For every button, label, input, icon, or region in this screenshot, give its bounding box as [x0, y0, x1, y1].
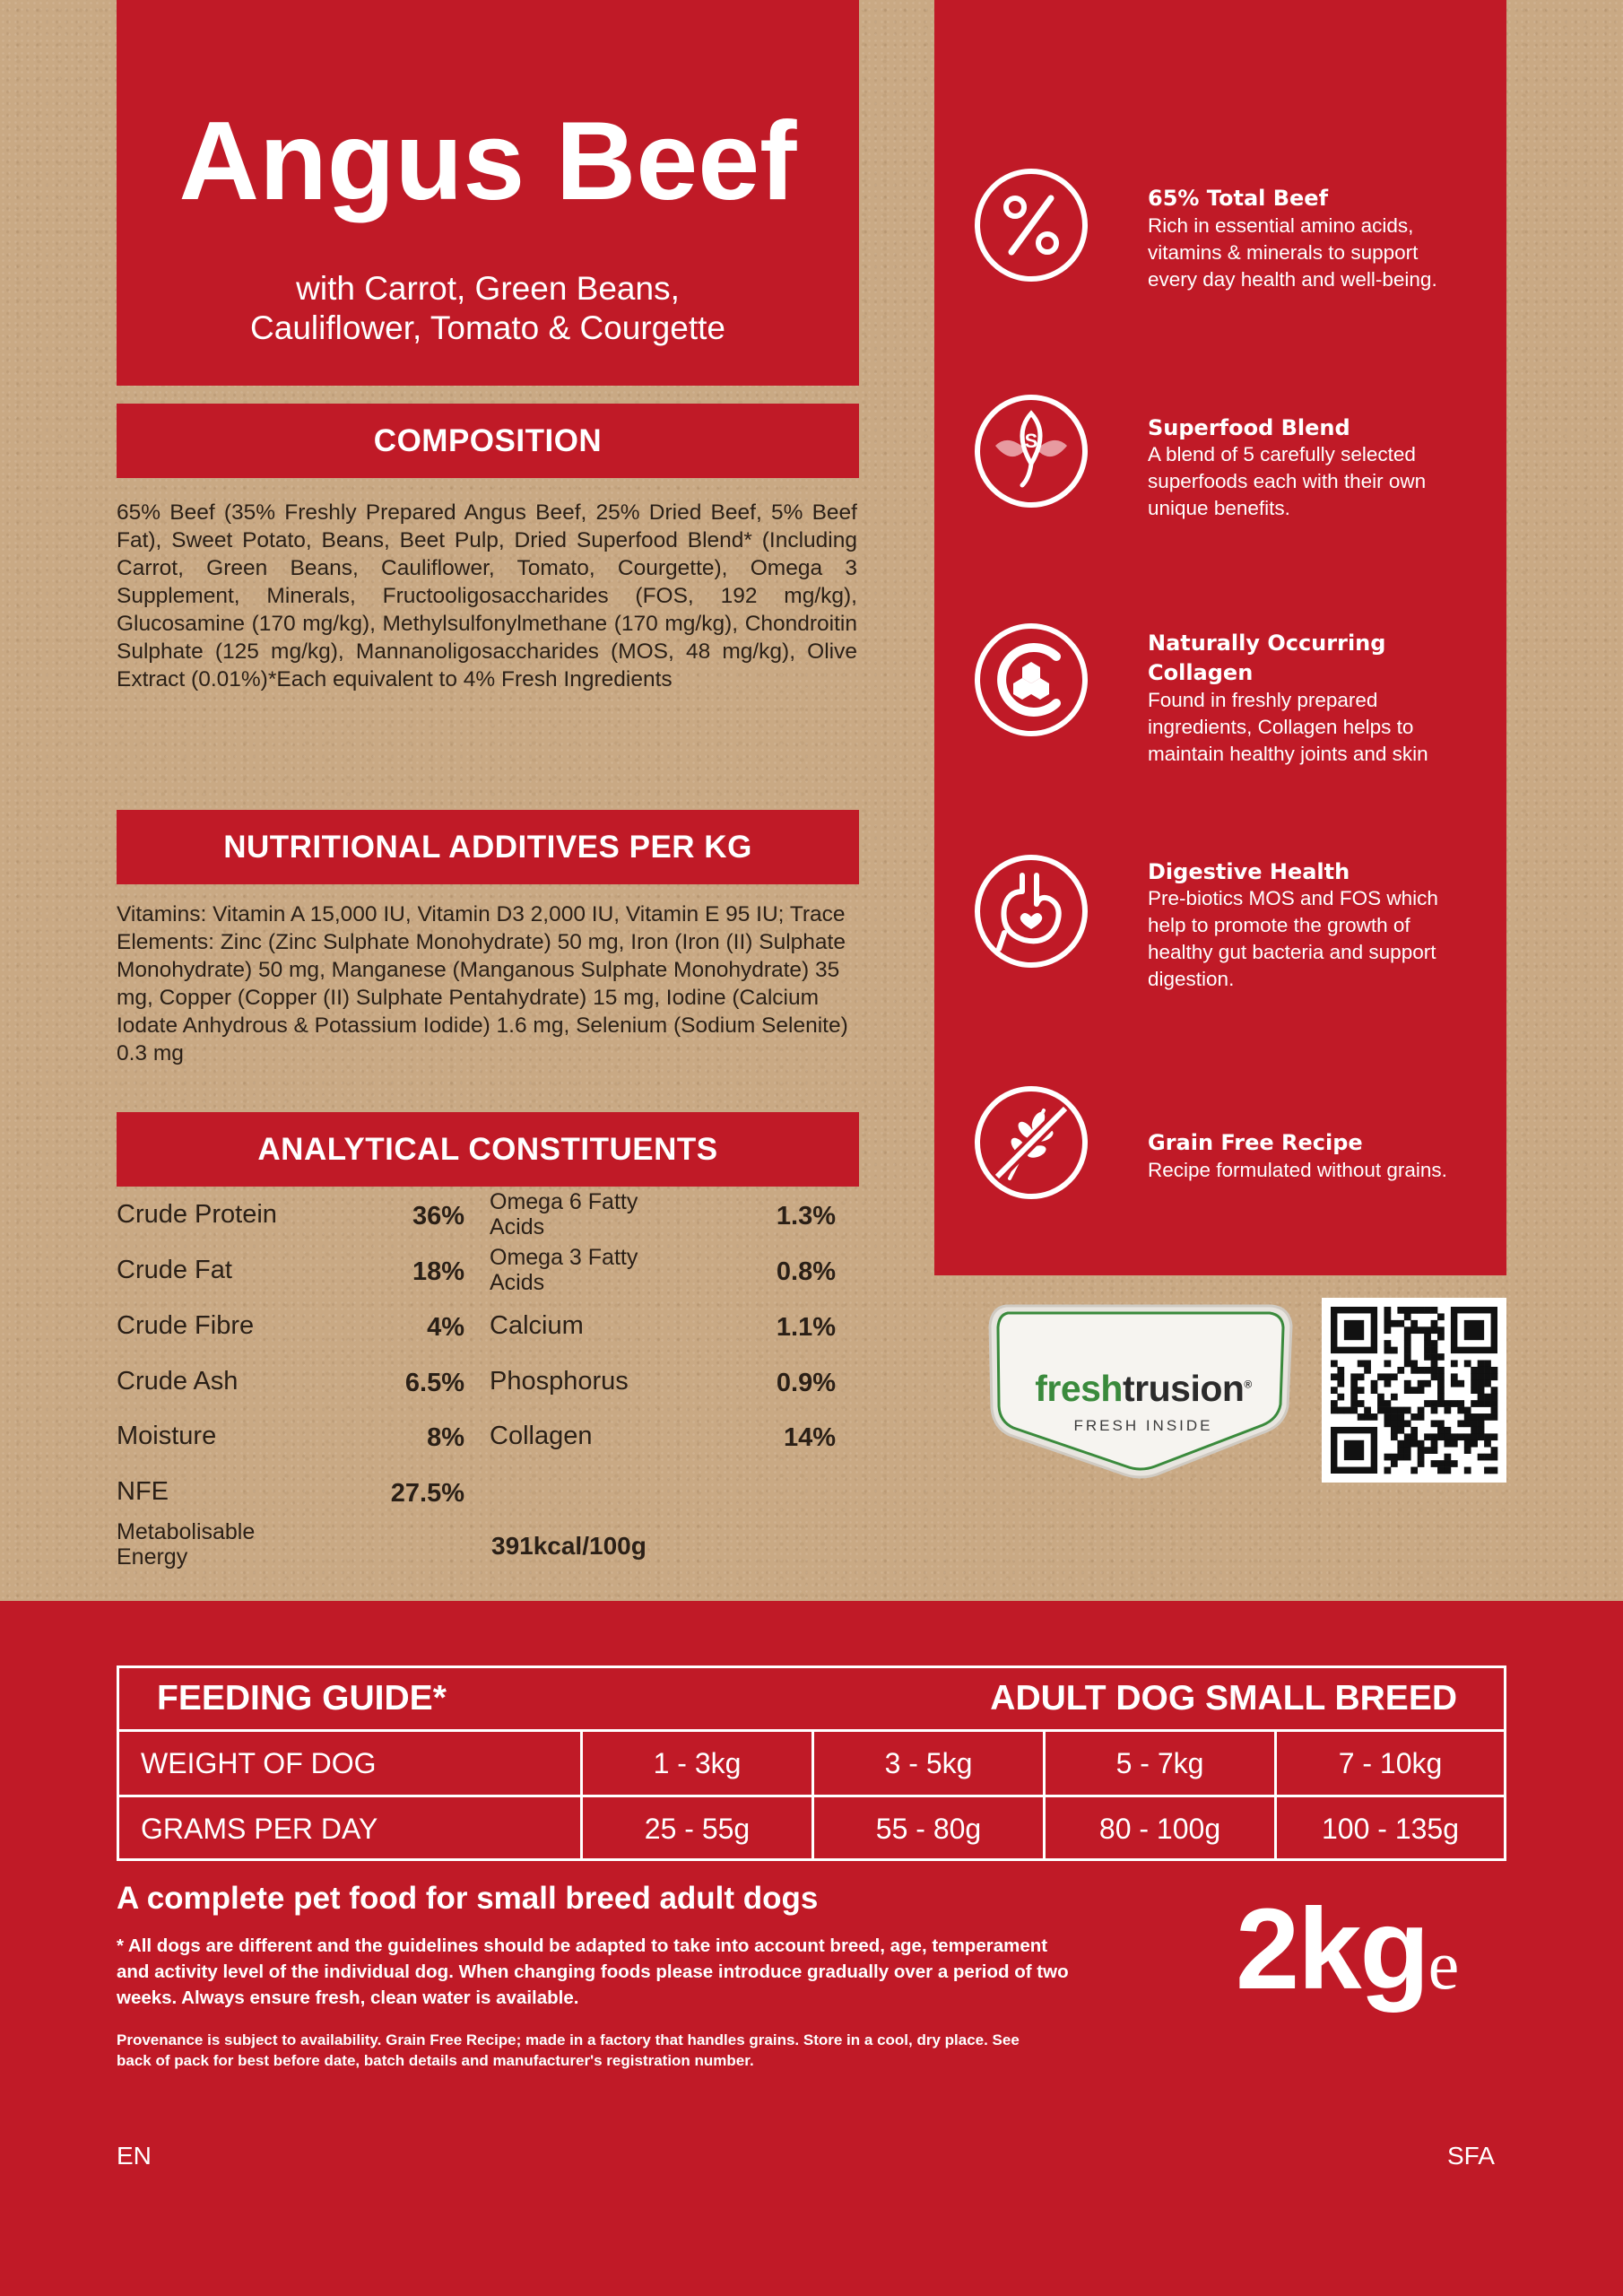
benefit-text-line: unique benefits.: [1148, 497, 1290, 519]
ac-label: Calcium: [490, 1311, 584, 1340]
footer-provenance-line: Provenance is subject to availability. Grain Free Recipe; made in a factory that handles grains. Store in a cool, dry place. See: [117, 2031, 1020, 2048]
badge-brand: [1013, 1368, 1273, 1410]
ac-value: 0.8%: [776, 1257, 836, 1286]
benefit-text-line: A blend of 5 carefully selected: [1148, 443, 1416, 465]
ac-value: 1.3%: [776, 1202, 836, 1231]
language-code: EN: [117, 2142, 152, 2170]
svg-text:S: S: [1024, 430, 1038, 452]
benefit-text-line: vitamins & minerals to support: [1148, 241, 1419, 264]
subtitle-line-2: Cauliflower, Tomato & Courgette: [250, 309, 725, 346]
benefit-title-line: Naturally Occurring: [1148, 631, 1386, 656]
ac-value: 14%: [783, 1423, 836, 1452]
table-cell: 55 - 80g: [875, 1813, 982, 1845]
benefit-title-line: Collagen: [1148, 660, 1254, 685]
ac-label: Crude Fibre: [117, 1311, 255, 1340]
benefit-title: Digestive Health: [1148, 859, 1350, 884]
ac-value: 36%: [412, 1202, 464, 1231]
footer-provenance-line: back of pack for best before date, batch details and manufacturer's registration number.: [117, 2052, 754, 2069]
net-weight: [1236, 1885, 1460, 2013]
ac-label: NFE: [117, 1477, 169, 1506]
energy-label-line: Metabolisable: [117, 1519, 256, 1544]
ac-value: 8%: [427, 1423, 464, 1452]
benefit-text-line: every day health and well-being.: [1148, 268, 1437, 291]
benefit-text-line: healthy gut bacteria and support: [1148, 941, 1436, 963]
qr-code[interactable]: [1322, 1298, 1506, 1483]
table-cell: 80 - 100g: [1098, 1813, 1221, 1845]
badge-trademark: ®: [1244, 1378, 1252, 1391]
benefits-panel: [934, 0, 1506, 1275]
ac-label: Crude Ash: [117, 1367, 239, 1396]
composition-heading: COMPOSITION: [117, 404, 859, 478]
energy-value: 391kcal/100g: [491, 1532, 647, 1560]
footer-note-line: * All dogs are different and the guidelines should be adapted to take into account breed, age, temperament: [117, 1935, 1048, 1956]
collagen-icon: [972, 621, 1090, 739]
table-cell: 1 - 3kg: [653, 1746, 742, 1779]
bottom-band: [0, 1601, 1623, 2296]
table-cell: 25 - 55g: [644, 1813, 751, 1845]
table-cell: 100 - 135g: [1321, 1813, 1459, 1845]
footer-headline: A complete pet food for small breed adult dogs: [117, 1881, 819, 1916]
table-row: [119, 1797, 1504, 1861]
sfa-mark: SFA: [1447, 2142, 1495, 2170]
footer-note-line: weeks. Always ensure fresh, clean water is available.: [117, 1987, 579, 2008]
benefit-text-line: Pre-biotics MOS and FOS which: [1148, 887, 1438, 909]
feeding-guide-table: [117, 1665, 1506, 1861]
table-cell: 7 - 10kg: [1338, 1746, 1443, 1779]
table-cell: 3 - 5kg: [884, 1746, 973, 1779]
badge-brand-fresh: fresh: [1035, 1368, 1123, 1409]
ac-label: [490, 1189, 638, 1239]
composition-text: 65% Beef (35% Freshly Prepared Angus Beef, 25% Dried Beef, 5% Beef Fat), Sweet Potato, Beans, Beet Pulp, Dried Superfood Blend* (Including Carrot, Green Beans, Cauliflower, Tomato, Courgette), Omega 3 Supplement, Minerals, Fructooligosaccharides (FOS, 192 mg/kg), Glucosamine (170 mg/kg), Methylsulfonylmethane (170 mg/kg), Chondroitin Sulphate (125 mg/kg), Mannanoligosaccharides (MOS, 48 mg/kg), Olive Extract (0.01%)*Each equivalent to 4% Fresh Ingredients: [117, 500, 857, 691]
ac-label: Moisture: [117, 1422, 217, 1450]
benefit-text: [1148, 885, 1497, 993]
footer-note: [117, 1933, 1219, 2011]
benefit-text: [1148, 441, 1497, 522]
qr-code-pattern: [1322, 1298, 1506, 1483]
ac-value: 4%: [427, 1313, 464, 1342]
ac-value: 27.5%: [390, 1479, 464, 1508]
freshtrusion-badge: [986, 1300, 1300, 1480]
row-label: WEIGHT OF DOG: [141, 1746, 377, 1779]
benefit-title: 65% Total Beef: [1148, 186, 1329, 211]
benefit-text-line: Recipe formulated without grains.: [1148, 1159, 1447, 1181]
benefit-text-line: Found in freshly prepared: [1148, 689, 1378, 711]
footer-provenance: [117, 2030, 1219, 2071]
percent-icon: [972, 166, 1090, 284]
ac-value: 0.9%: [776, 1369, 836, 1397]
net-weight-value: 2kg: [1236, 1885, 1428, 2013]
ac-label-line: Omega 6 Fatty: [490, 1189, 638, 1214]
additives-text: Vitamins: Vitamin A 15,000 IU, Vitamin D3 2,000 IU, Vitamin E 95 IU; Trace Elements: Zinc (Zinc Sulphate Monohydrate) 50 mg, Iron (Iron (II) Sulphate Monohydrate) 50 mg, Manganese (Manganous Sulphate Monohydrate) 35 mg, Copper (Copper (II) Sulphate Pentahydrate) 15 mg, Iodine (Calcium Iodate Anhydrous & Potassium Iodide) 1.6 mg, Selenium (Sodium Selenite) 0.3 mg: [117, 902, 848, 1065]
feeding-guide-title: FEEDING GUIDE*: [157, 1679, 447, 1718]
ac-value: 1.1%: [776, 1313, 836, 1342]
ac-label: Collagen: [490, 1422, 593, 1450]
badge-brand-trusion: trusion: [1122, 1368, 1245, 1409]
benefit-text-line: maintain healthy joints and skin: [1148, 743, 1428, 765]
ac-label: Phosphorus: [490, 1367, 629, 1396]
ac-value: 18%: [412, 1257, 464, 1286]
ac-value: 6.5%: [404, 1369, 464, 1397]
ac-label: Crude Fat: [117, 1256, 232, 1284]
benefit-text-line: Rich in essential amino acids,: [1148, 214, 1414, 237]
feeding-guide-category: ADULT DOG SMALL BREED: [990, 1679, 1457, 1718]
benefit-text-line: ingredients, Collagen helps to: [1148, 716, 1414, 738]
benefit-text: [1148, 213, 1497, 293]
benefit-title: Grain Free Recipe: [1148, 1130, 1363, 1155]
badge-tagline: FRESH INSIDE: [1073, 1417, 1213, 1434]
ac-label: [490, 1245, 638, 1295]
benefit-title: [1148, 629, 1497, 688]
product-title: Angus Beef: [178, 100, 797, 223]
benefit-text: [1148, 687, 1497, 768]
energy-label-line: Energy: [117, 1544, 188, 1570]
row-label: GRAMS PER DAY: [141, 1813, 378, 1845]
table-row: [119, 1732, 1504, 1795]
stomach-icon: [972, 852, 1090, 970]
ac-label-line: Acids: [490, 1214, 545, 1239]
benefit-text: [1148, 1157, 1497, 1184]
ac-label-line: Omega 3 Fatty: [490, 1245, 638, 1270]
energy-label: [117, 1519, 255, 1570]
benefit-text-line: help to promote the growth of: [1148, 914, 1410, 936]
estimated-sign-icon: e: [1428, 1926, 1460, 2004]
ac-label: Crude Protein: [117, 1200, 277, 1229]
subtitle-line-1: with Carrot, Green Beans,: [296, 270, 680, 307]
benefit-text-line: digestion.: [1148, 968, 1235, 990]
additives-heading: NUTRITIONAL ADDITIVES PER KG: [117, 810, 859, 884]
benefit-title: Superfood Blend: [1148, 415, 1350, 440]
ac-label-line: Acids: [490, 1270, 545, 1295]
benefit-text-line: superfoods each with their own: [1148, 470, 1427, 492]
superfood-leaf-icon: [972, 392, 1090, 510]
analytical-heading: ANALYTICAL CONSTITUENTS: [117, 1112, 859, 1187]
table-cell: 5 - 7kg: [1115, 1746, 1204, 1779]
footer-note-line: and activity level of the individual dog. When changing foods please introduce gradually over a period of two: [117, 1961, 1069, 1982]
grain-free-icon: [972, 1083, 1090, 1202]
